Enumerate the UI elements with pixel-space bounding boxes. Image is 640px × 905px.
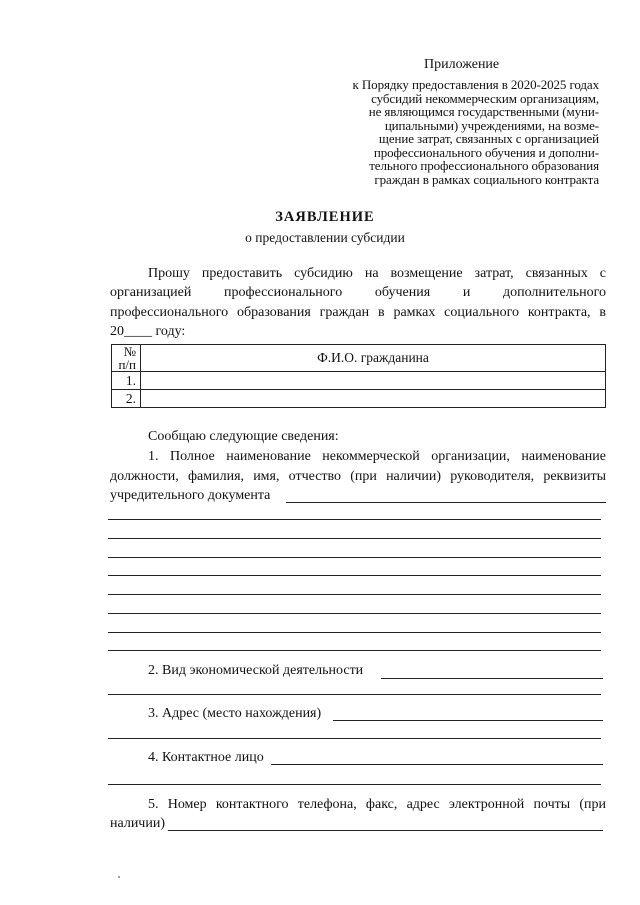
appendix-reference <box>329 78 599 186</box>
item4-fill-line[interactable] <box>271 764 603 765</box>
info-intro: Сообщаю следующие сведения: <box>148 429 339 444</box>
item1-fill-line[interactable] <box>108 575 601 576</box>
table-row <box>112 390 606 408</box>
appendix-line: к Порядку предоставления в 2020-2025 годах <box>352 77 599 92</box>
item1-fill-line[interactable] <box>108 538 601 539</box>
row-number: 1. <box>112 372 141 390</box>
appendix-line: ципальными) учреждениями, на возме- <box>384 117 599 133</box>
column-header-number: № п/п <box>112 345 141 372</box>
appendix-line: профессионального обучения и дополни- <box>373 144 599 160</box>
item5-line-1: 5. Номер контактного телефона, факс, адрес электронной почты (при <box>148 797 606 812</box>
scan-speck <box>118 876 120 878</box>
item1-line-3: учредительного документа <box>110 488 271 503</box>
appendix-title: Приложение <box>424 57 500 72</box>
item3-fill-line[interactable] <box>108 738 601 739</box>
item5-line-2: наличии) <box>110 816 165 831</box>
item1-fill-line[interactable] <box>108 650 601 651</box>
request-line-4: 20____ году: <box>110 324 186 339</box>
item1-fill-line[interactable] <box>108 613 601 614</box>
item2-fill-line[interactable] <box>381 678 603 679</box>
item5-fill-line[interactable] <box>168 830 603 831</box>
item1-fill-line[interactable] <box>108 557 601 558</box>
request-line-1: Прошу предоставить субсидию на возмещение затрат, связанных с <box>148 266 606 281</box>
item4-fill-line[interactable] <box>108 784 601 785</box>
document-subtitle: о предоставлении субсидии <box>245 230 405 245</box>
request-line-3: профессионального образования граждан в рамках социального контракта, в <box>110 305 606 320</box>
appendix-line: тельного профессионального образования <box>369 158 599 173</box>
item4-label: 4. Контактное лицо <box>148 750 264 765</box>
item1-fill-line[interactable] <box>108 594 601 595</box>
appendix-line: не являющимся государственными (муни- <box>368 104 599 119</box>
item2-fill-line[interactable] <box>108 694 601 695</box>
document-title: ЗАЯВЛЕНИЕ <box>275 209 375 225</box>
item2-label: 2. Вид экономической деятельности <box>148 663 364 678</box>
appendix-line: щение затрат, связанных с организацией <box>378 131 599 146</box>
item3-fill-line[interactable] <box>333 720 603 721</box>
table-row <box>112 372 606 390</box>
item1-fill-line[interactable] <box>108 519 601 520</box>
row-number: 2. <box>112 390 141 408</box>
table-header-row <box>112 345 606 372</box>
column-header-fullname: Ф.И.О. гражданина <box>141 345 606 372</box>
appendix-line: граждан в рамках социального контракта <box>374 171 599 187</box>
citizens-table <box>111 344 606 408</box>
item1-fill-line[interactable] <box>286 502 606 503</box>
appendix-line: субсидий некоммерческим организациям, <box>371 90 599 106</box>
row-fullname-cell[interactable] <box>141 390 606 408</box>
row-fullname-cell[interactable] <box>141 372 606 390</box>
item1-line-1: 1. Полное наименование некоммерческой организации, наименование <box>148 449 606 464</box>
item3-label: 3. Адрес (место нахождения) <box>148 706 322 721</box>
request-line-2: организацией профессионального обучения и дополнительного <box>110 285 606 300</box>
item1-line-2: должности, фамилия, имя, отчество (при наличии) руководителя, реквизиты <box>110 469 606 484</box>
item1-fill-line[interactable] <box>108 632 601 633</box>
